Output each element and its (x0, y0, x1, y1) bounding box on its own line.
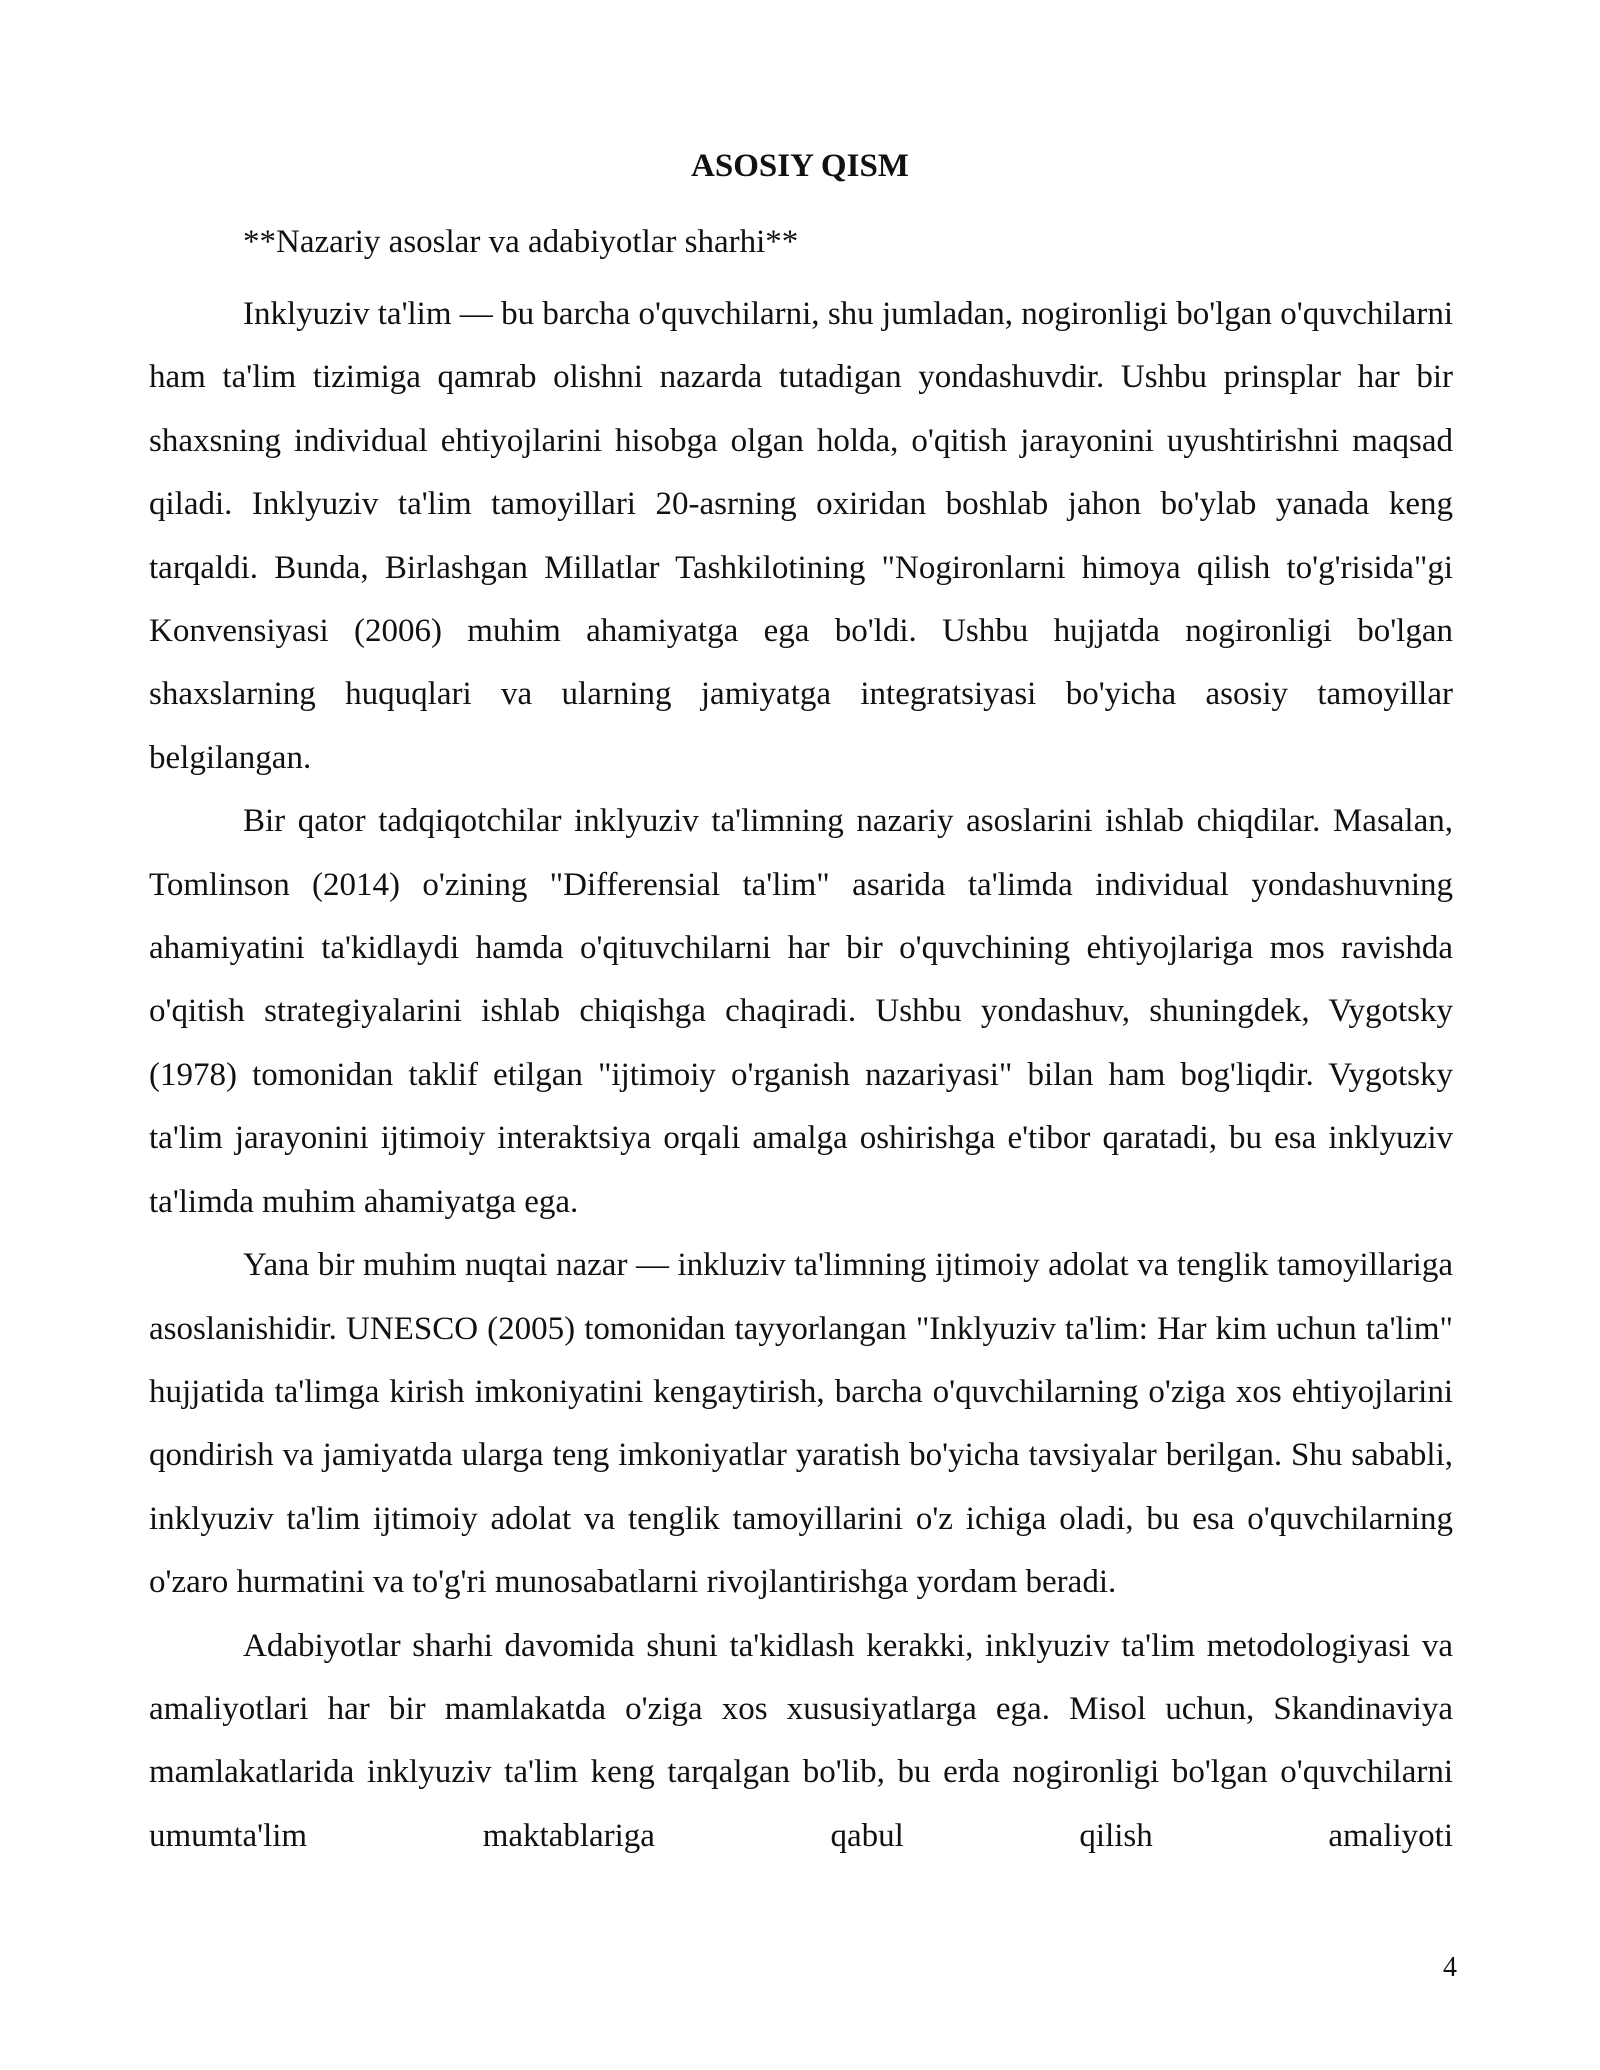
paragraph: Inklyuziv ta'lim — bu barcha o'quvchilarni, shu jumladan, nogironligi bo'lgan o'quvchilarni ham ta'lim tizimiga qamrab olishni nazarda tutadigan yondashuvdir. Ushbu prinsplar har bir shaxsning individual ehtiyojlarini hisobga olgan holda, o'qitish jarayonini uyushtirishni maqsad qiladi. Inklyuziv ta'lim tamoyillari 20-asrning oxiridan boshlab jahon bo'ylab yanada keng tarqaldi. Bunda, Birlashgan Millatlar Tashkilotining "Nogironlarni himoya qilish to'g'risida"gi Konvensiyasi (2006) muhim ahamiyatga ega bo'ldi. Ushbu hujjatda nogironligi bo'lgan shaxslarning huquqlari va ularning jamiyatga integratsiyasi bo'yicha asosiy tamoyillar belgilangan. (149, 296, 1453, 776)
page-number: 4 (1443, 1952, 1457, 1983)
section-heading: ASOSIY QISM (691, 148, 909, 184)
body-text (149, 283, 1453, 1868)
paragraph: Yana bir muhim nuqtai nazar — inkluziv ta'limning ijtimoiy adolat va tenglik tamoyillariga asoslanishidir. UNESCO (2005) tomonidan tayyorlangan "Inklyuziv ta'lim: Har kim uchun ta'lim" hujjatida ta'limga kirish imkoniyatini kengaytirish, barcha o'quvchilarning o'ziga xos ehtiyojlarini qondirish va jamiyatda ularga teng imkoniyatlar yaratish bo'yicha tavsiyalar berilgan. Shu sababli, inklyuziv ta'lim ijtimoiy adolat va tenglik tamoyillarini o'z ichiga oladi, bu esa o'quvchilarning o'zaro hurmatini va to'g'ri munosabatlarni rivojlantirishga yordam beradi. (149, 1247, 1453, 1601)
paragraph: Adabiyotlar sharhi davomida shuni ta'kidlash kerakki, inklyuziv ta'lim metodologiyasi va amaliyotlari har bir mamlakatda o'ziga xos xususiyatlarga ega. Misol uchun, Skandinaviya mamlakatlarida inklyuziv ta'lim keng tarqalgan bo'lib, bu erda nogironligi bo'lgan o'quvchilarni umumta'lim maktablariga qabul qilish amaliyoti (149, 1627, 1453, 1854)
subsection-heading: **Nazariy asoslar va adabiyotlar sharhi** (243, 224, 799, 260)
paragraph: Bir qator tadqiqotchilar inklyuziv ta'limning nazariy asoslarini ishlab chiqdilar. Masalan, Tomlinson (2014) o'zining "Differensial ta'lim" asarida ta'limda individual yondashuvning ahamiyatini ta'kidlaydi hamda o'qituvchilarni har bir o'quvchining ehtiyojlariga mos ravishda o'qitish strategiyalarini ishlab chiqishga chaqiradi. Ushbu yondashuv, shuningdek, Vygotsky (1978) tomonidan taklif etilgan "ijtimoiy o'rganish nazariyasi" bilan ham bog'liqdir. Vygotsky ta'lim jarayonini ijtimoiy interaktsiya orqali amalga oshirishga e'tibor qaratadi, bu esa inklyuziv ta'limda muhim ahamiyatga ega. (149, 803, 1453, 1220)
